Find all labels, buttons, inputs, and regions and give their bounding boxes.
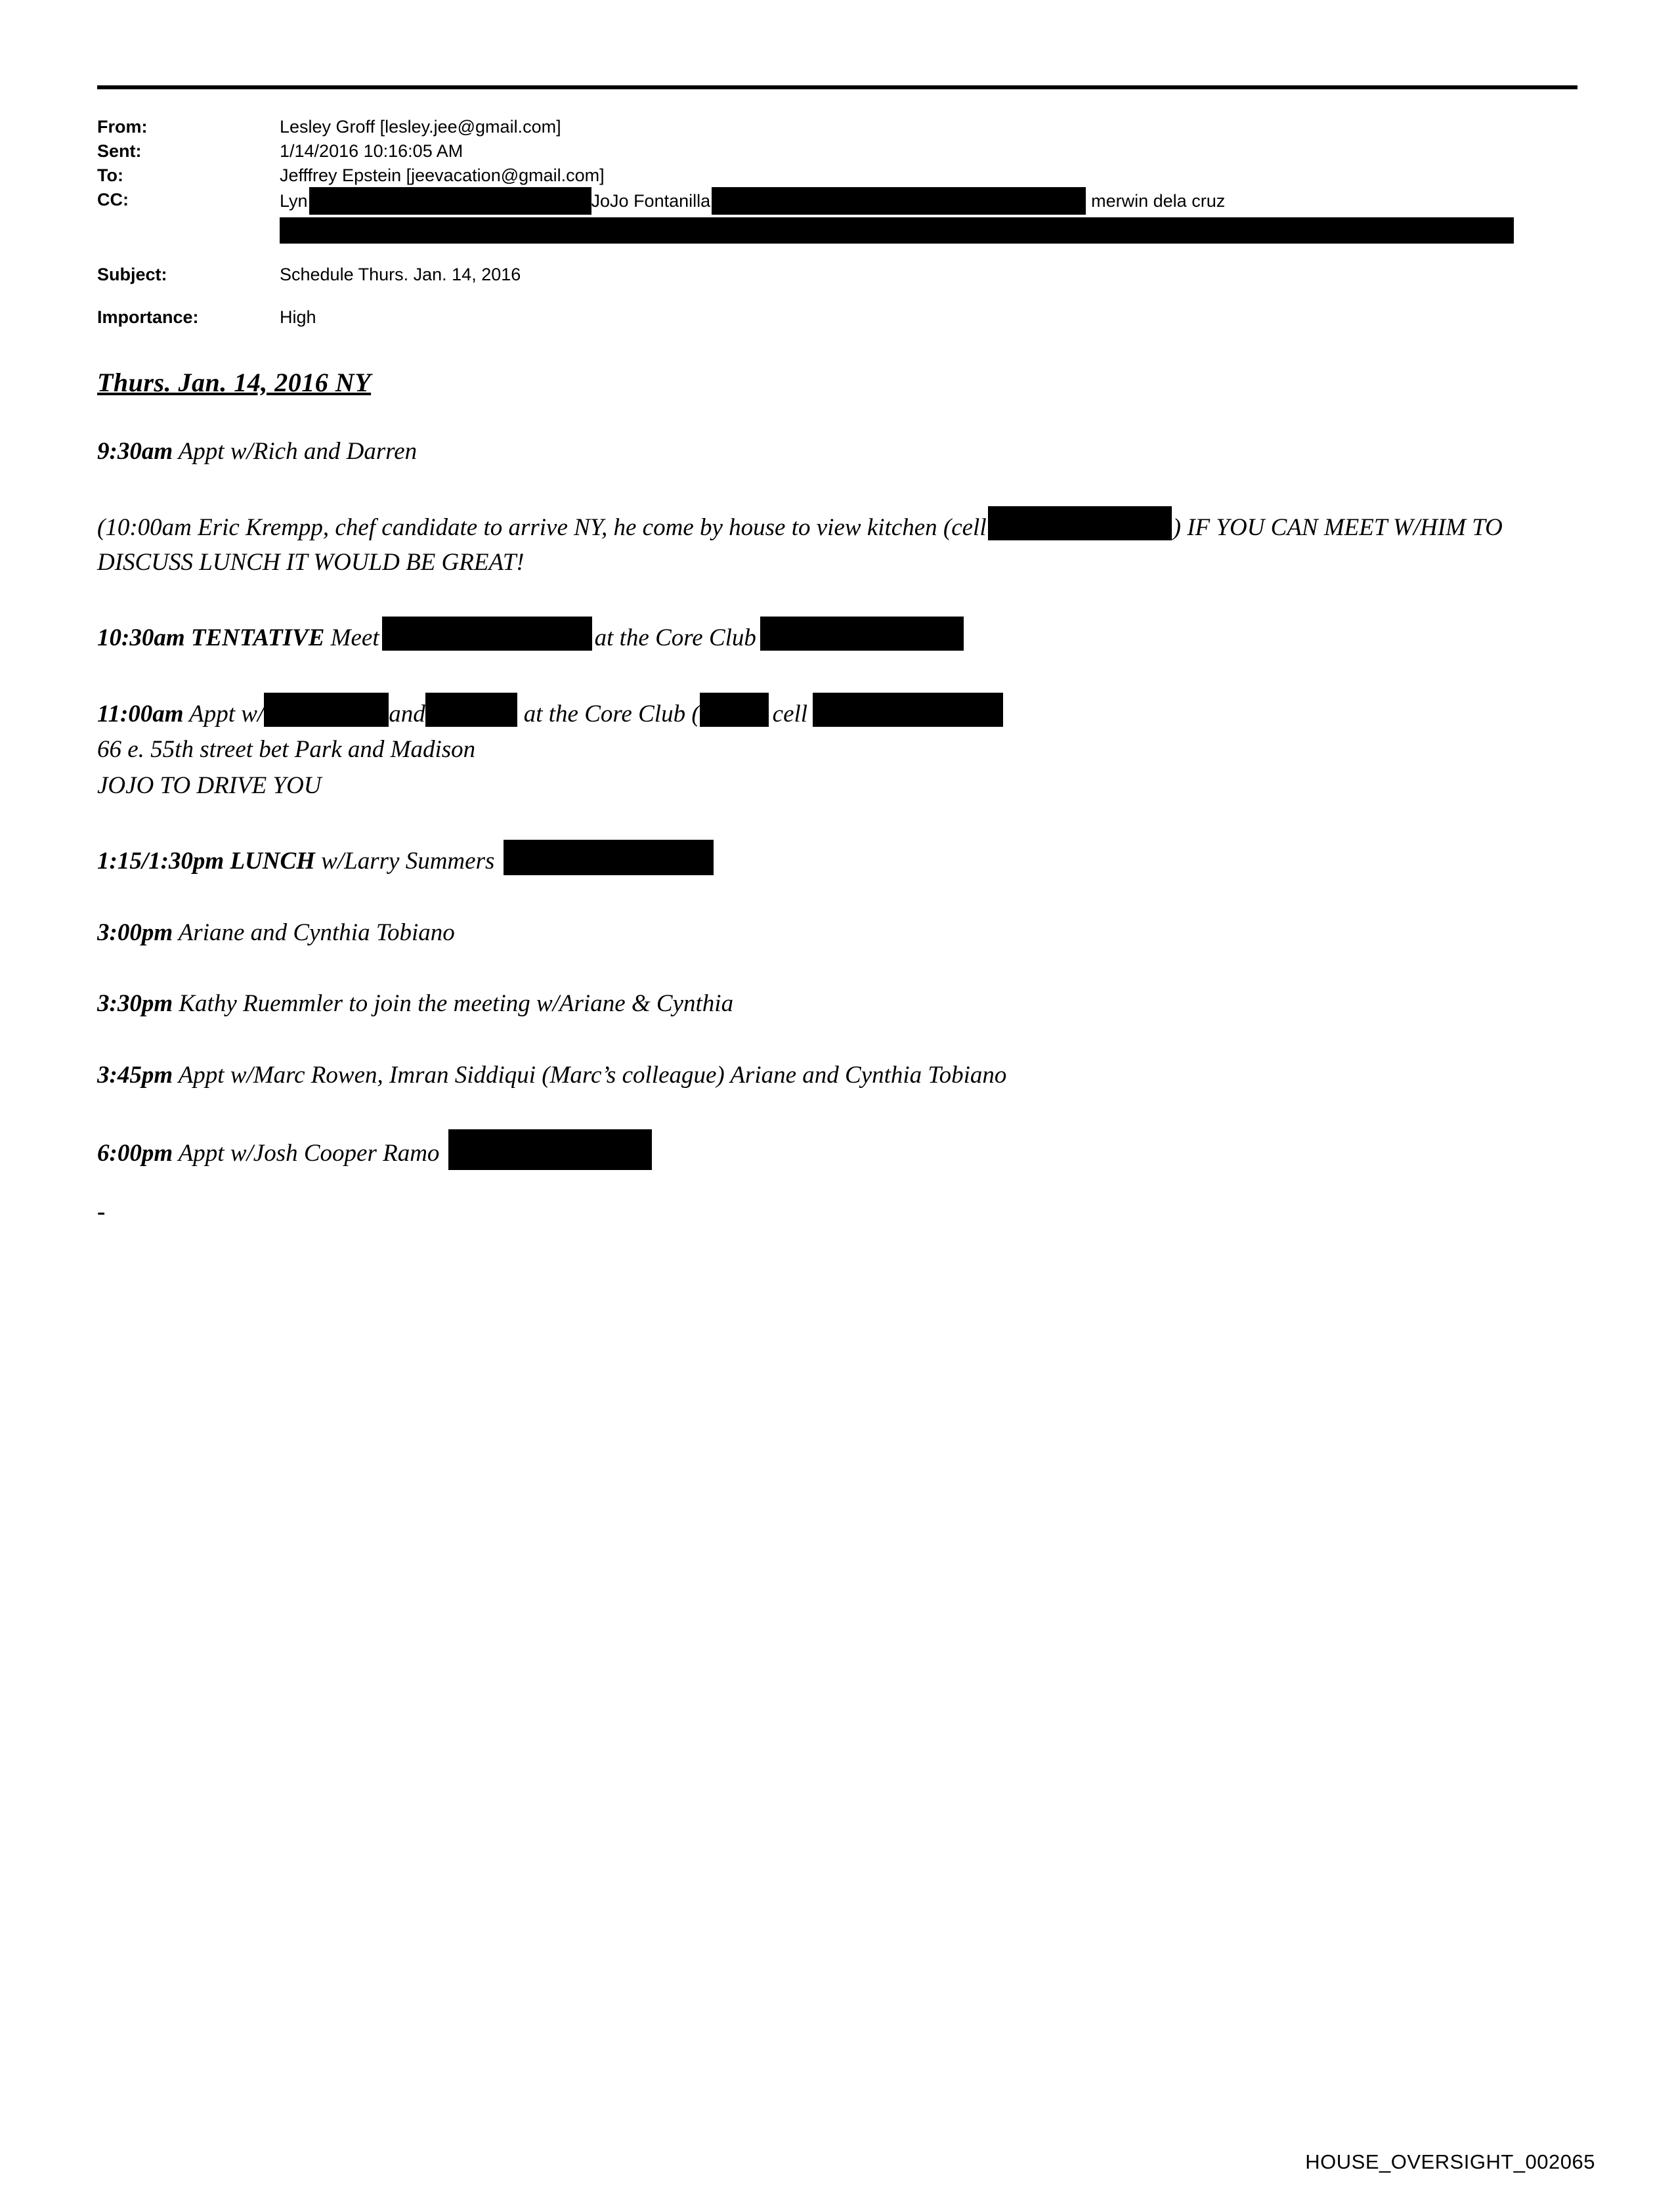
redaction-bar bbox=[309, 187, 591, 215]
from-label: From: bbox=[97, 117, 148, 137]
cc-recipient-1: Lyn bbox=[280, 191, 308, 211]
entry-time: 11:00am bbox=[97, 700, 184, 727]
entry-time: 3:30pm bbox=[97, 990, 173, 1018]
redaction-bar bbox=[425, 693, 517, 727]
entry-text-b: at the Core Club bbox=[594, 624, 756, 652]
header-rule bbox=[97, 85, 1577, 89]
entry-lunch bbox=[97, 840, 1581, 879]
cc-value bbox=[280, 188, 1514, 245]
to-label: To: bbox=[97, 165, 123, 186]
entry-text-a: Meet bbox=[330, 624, 379, 652]
sent-value: 1/14/2016 10:16:05 AM bbox=[280, 141, 463, 162]
end-dash: - bbox=[97, 1198, 106, 1225]
entry-text: Ariane and Cynthia Tobiano bbox=[178, 919, 455, 946]
entry-1100am-note: JOJO TO DRIVE YOU bbox=[97, 771, 322, 799]
redaction-bar bbox=[988, 506, 1172, 540]
header-row-subject bbox=[97, 263, 1514, 288]
entry-text-d: cell bbox=[772, 700, 808, 727]
entry-time: 1:15/1:30pm LUNCH bbox=[97, 848, 315, 875]
redaction-bar bbox=[700, 693, 769, 727]
entry-time: 9:30am bbox=[97, 438, 173, 466]
from-value: Lesley Groff [lesley.jee@gmail.com] bbox=[280, 117, 561, 137]
subject-label: Subject: bbox=[97, 265, 167, 285]
redaction-bar bbox=[280, 217, 1514, 244]
bates-stamp: HOUSE_OVERSIGHT_002065 bbox=[1305, 2150, 1595, 2173]
page-title: Thurs. Jan. 14, 2016 NY bbox=[97, 368, 372, 398]
redaction-bar bbox=[712, 187, 1086, 215]
entry-330pm bbox=[97, 987, 1581, 1022]
importance-value: High bbox=[280, 307, 316, 328]
entry-time: 10:30am TENTATIVE bbox=[97, 624, 325, 652]
email-header-table bbox=[97, 116, 1514, 330]
to-value: Jefffrey Epstein [jeevacation@gmail.com] bbox=[280, 165, 605, 186]
entry-time: 3:45pm bbox=[97, 1061, 173, 1089]
document-content bbox=[97, 85, 1581, 1226]
entry-text-c: at the Core Club ( bbox=[523, 700, 700, 727]
redaction-bar bbox=[448, 1129, 652, 1170]
entry-time: 6:00pm bbox=[97, 1140, 173, 1167]
entry-text: Kathy Ruemmler to join the meeting w/Ariane & Cynthia bbox=[179, 990, 734, 1018]
entry-text-b: ) IF YOU CAN MEET W/HIM TO DISCUSS LUNCH IT WOULD BE GREAT! bbox=[97, 514, 1503, 576]
importance-label: Importance: bbox=[97, 307, 199, 328]
entry-text: w/Larry Summers bbox=[321, 848, 495, 875]
entry-text: Appt w/Josh Cooper Ramo bbox=[178, 1140, 440, 1167]
subject-value: Schedule Thurs. Jan. 14, 2016 bbox=[280, 265, 521, 285]
cc-label: CC: bbox=[97, 190, 129, 210]
header-row-importance bbox=[97, 306, 1514, 330]
header-row-cc bbox=[97, 188, 1514, 245]
entry-text-b: and bbox=[389, 700, 425, 727]
header-row-to bbox=[97, 164, 1514, 188]
entry-text: Appt w/Marc Rowen, Imran Siddiqui (Marc’s colleague) Ariane and Cynthia Tobiano bbox=[178, 1061, 1007, 1089]
entry-time: 3:00pm bbox=[97, 919, 173, 946]
entry-1100am-address: 66 e. 55th street bet Park and Madison bbox=[97, 736, 476, 764]
header-row-from bbox=[97, 116, 1514, 140]
cc-line-1 bbox=[280, 188, 1514, 216]
header-spacer-2 bbox=[97, 288, 1514, 306]
sent-label: Sent: bbox=[97, 141, 142, 162]
header-row-sent bbox=[97, 140, 1514, 164]
entry-1030am bbox=[97, 617, 1581, 656]
entry-930am bbox=[97, 435, 1581, 469]
entry-345pm bbox=[97, 1058, 1581, 1093]
schedule-body bbox=[97, 367, 1581, 1225]
redaction-bar bbox=[813, 693, 1003, 727]
entry-1000am bbox=[97, 506, 1581, 580]
redaction-bar bbox=[382, 617, 592, 651]
cc-recipient-3: merwin dela cruz bbox=[1091, 191, 1226, 211]
entry-600pm bbox=[97, 1129, 1581, 1171]
entry-text-a: Appt w/ bbox=[189, 700, 265, 727]
redaction-bar bbox=[264, 693, 389, 727]
entry-text-a: (10:00am Eric Krempp, chef candidate to arrive NY, he come by house to view kitchen (cell bbox=[97, 514, 987, 541]
redaction-bar bbox=[504, 840, 714, 875]
entry-text: Appt w/Rich and Darren bbox=[178, 438, 418, 466]
header-spacer bbox=[97, 245, 1514, 263]
entry-1100am bbox=[97, 693, 1581, 732]
cc-line-2 bbox=[280, 219, 1514, 238]
cc-recipient-2: JoJo Fontanilla bbox=[591, 191, 711, 211]
redaction-bar bbox=[760, 617, 964, 651]
entry-300pm bbox=[97, 916, 1581, 951]
